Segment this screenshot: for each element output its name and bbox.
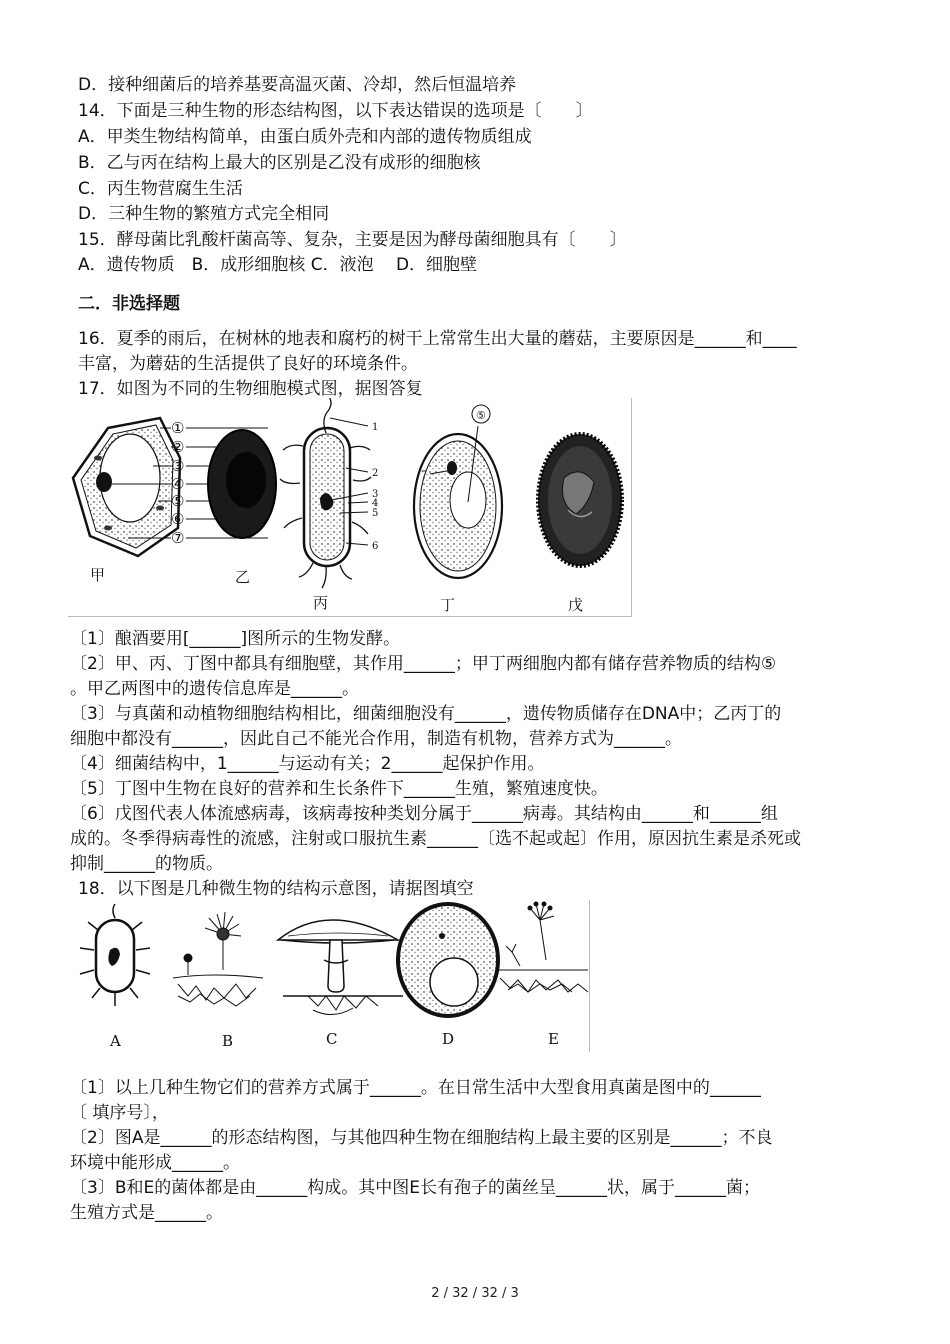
figure-caption: 戊 — [568, 596, 584, 614]
circled-label: ④ — [171, 475, 185, 493]
microbe-diagrams — [68, 900, 589, 1052]
q17-part3: 〔3〕与真菌和动植物细胞结构相比，细菌细胞没有______，遗传物质储存在DNA中；乙丙丁的 — [70, 704, 782, 724]
q17-part1: 〔1〕酿酒要用[______]图所示的生物发酵。 — [70, 629, 401, 649]
circled-label: ③ — [171, 457, 185, 475]
q18-part2-cont: 环境中能形成______。 — [70, 1153, 240, 1173]
yeast-label: 7 — [421, 470, 428, 481]
animal-cell — [208, 430, 276, 538]
figure-caption: B — [222, 1032, 234, 1050]
circled-label: ⑤ — [171, 492, 185, 510]
option-14a: A．甲类生物结构简单，由蛋白质外壳和内部的遗传物质组成 — [78, 127, 532, 147]
question-17: 17．如图为不同的生物细胞模式图，据图答复 — [78, 379, 423, 399]
page-footer: 2 / 32 / 32 / 3 — [431, 1286, 519, 1301]
q17-part6-cont2: 抑制______的物质。 — [70, 854, 223, 874]
q18-part1: 〔1〕以上几种生物它们的营养方式属于______。在日常生活中大型食用真菌是图中的______ — [70, 1078, 761, 1098]
bacteria-label: 4 — [372, 498, 379, 509]
section-heading: 二．非选择题 — [78, 294, 180, 314]
question-14: 14．下面是三种生物的形态结构图，以下表达错误的选项是〔 〕 — [78, 101, 593, 121]
figure-caption: E — [548, 1030, 559, 1048]
microbe-b — [173, 912, 263, 1006]
option-14b: B．乙与丙在结构上最大的区别是乙没有成形的细胞核 — [78, 153, 481, 173]
q18-part2: 〔2〕图A是______的形态结构图，与其他四种生物在细胞结构上最主要的区别是______；不良 — [70, 1128, 773, 1148]
q18-part3: 〔3〕B和E的菌体都是由______构成。其中图E长有孢子的菌丝呈______状，属于______菌； — [70, 1178, 760, 1198]
q18-part1-cont: 〔 填序号〕， — [70, 1103, 169, 1123]
options-15: A．遗传物质 B．成形细胞核 C．液泡 D．细胞壁 — [78, 255, 478, 275]
virus — [538, 434, 622, 566]
yeast-label: ⑤ — [476, 409, 486, 422]
circled-label: ⑦ — [171, 529, 185, 547]
figure-caption: C — [326, 1030, 338, 1048]
figure-caption: A — [110, 1032, 121, 1050]
plant-cell — [73, 418, 180, 556]
q17-part2: 〔2〕甲、丙、丁图中都具有细胞壁，其作用______；甲丁两细胞内都有储存营养物质的结构⑤ — [70, 654, 777, 674]
q18-part3-cont: 生殖方式是______。 — [70, 1203, 223, 1223]
q17-part3-cont: 细胞中都没有______，因此自己不能光合作用，制造有机物，营养方式为______。 — [70, 729, 682, 749]
microbe-figure — [68, 900, 590, 1052]
bacteria-label: 3 — [372, 489, 379, 500]
bacteria-label: 5 — [372, 508, 379, 519]
figure-caption: 丁 — [440, 596, 456, 614]
cell-model-figure — [68, 398, 632, 617]
figure-caption: 丙 — [313, 594, 329, 612]
figure-caption: 乙 — [235, 568, 251, 586]
circled-label: ② — [171, 438, 185, 456]
microbe-e — [498, 902, 588, 992]
microbe-a — [80, 904, 150, 1006]
q17-part6: 〔6〕戊图代表人体流感病毒，该病毒按种类划分属于______病毒。其结构由______和______组 — [70, 804, 778, 824]
figure-caption: D — [442, 1030, 455, 1048]
option-14d: D．三种生物的繁殖方式完全相同 — [78, 204, 330, 224]
option-14c: C．丙生物营腐生生活 — [78, 179, 243, 199]
q17-part4: 〔4〕细菌结构中，1______与运动有关；2______起保护作用。 — [70, 754, 545, 774]
question-16: 16．夏季的雨后，在树林的地表和腐朽的树干上常常生出大量的蘑菇，主要原因是______和____ — [78, 329, 797, 349]
q17-part2-cont: 。甲乙两图中的遗传信息库是______。 — [70, 679, 359, 699]
question-16-cont: 丰富，为蘑菇的生活提供了良好的环境条件。 — [78, 354, 418, 374]
q17-part6-cont: 成的。冬季得病毒性的流感，注射或口服抗生素______〔选不起或起〕作用，原因抗生素是杀死或 — [70, 829, 801, 849]
circled-label: ① — [171, 419, 185, 437]
question-18: 18．以下图是几种微生物的结构示意图，请据图填空 — [78, 879, 474, 899]
microbe-c — [278, 920, 403, 1015]
cell-diagrams — [68, 398, 631, 616]
bacterium — [280, 398, 378, 588]
option-13d: D．接种细菌后的培养基要高温灭菌、冷却，然后恒温培养 — [78, 75, 517, 95]
bacteria-label: 6 — [372, 541, 379, 552]
bacteria-label: 2 — [372, 468, 379, 479]
yeast-cell — [414, 405, 502, 578]
figure-caption: 甲 — [90, 566, 106, 584]
circled-label: ⑥ — [171, 510, 185, 528]
bacteria-label: 1 — [372, 422, 379, 433]
microbe-d — [398, 904, 498, 1016]
q17-part5: 〔5〕丁图中生物在良好的营养和生长条件下______生殖，繁殖速度快。 — [70, 779, 608, 799]
question-15: 15．酵母菌比乳酸杆菌高等、复杂，主要是因为酵母菌细胞具有〔 〕 — [78, 230, 627, 250]
